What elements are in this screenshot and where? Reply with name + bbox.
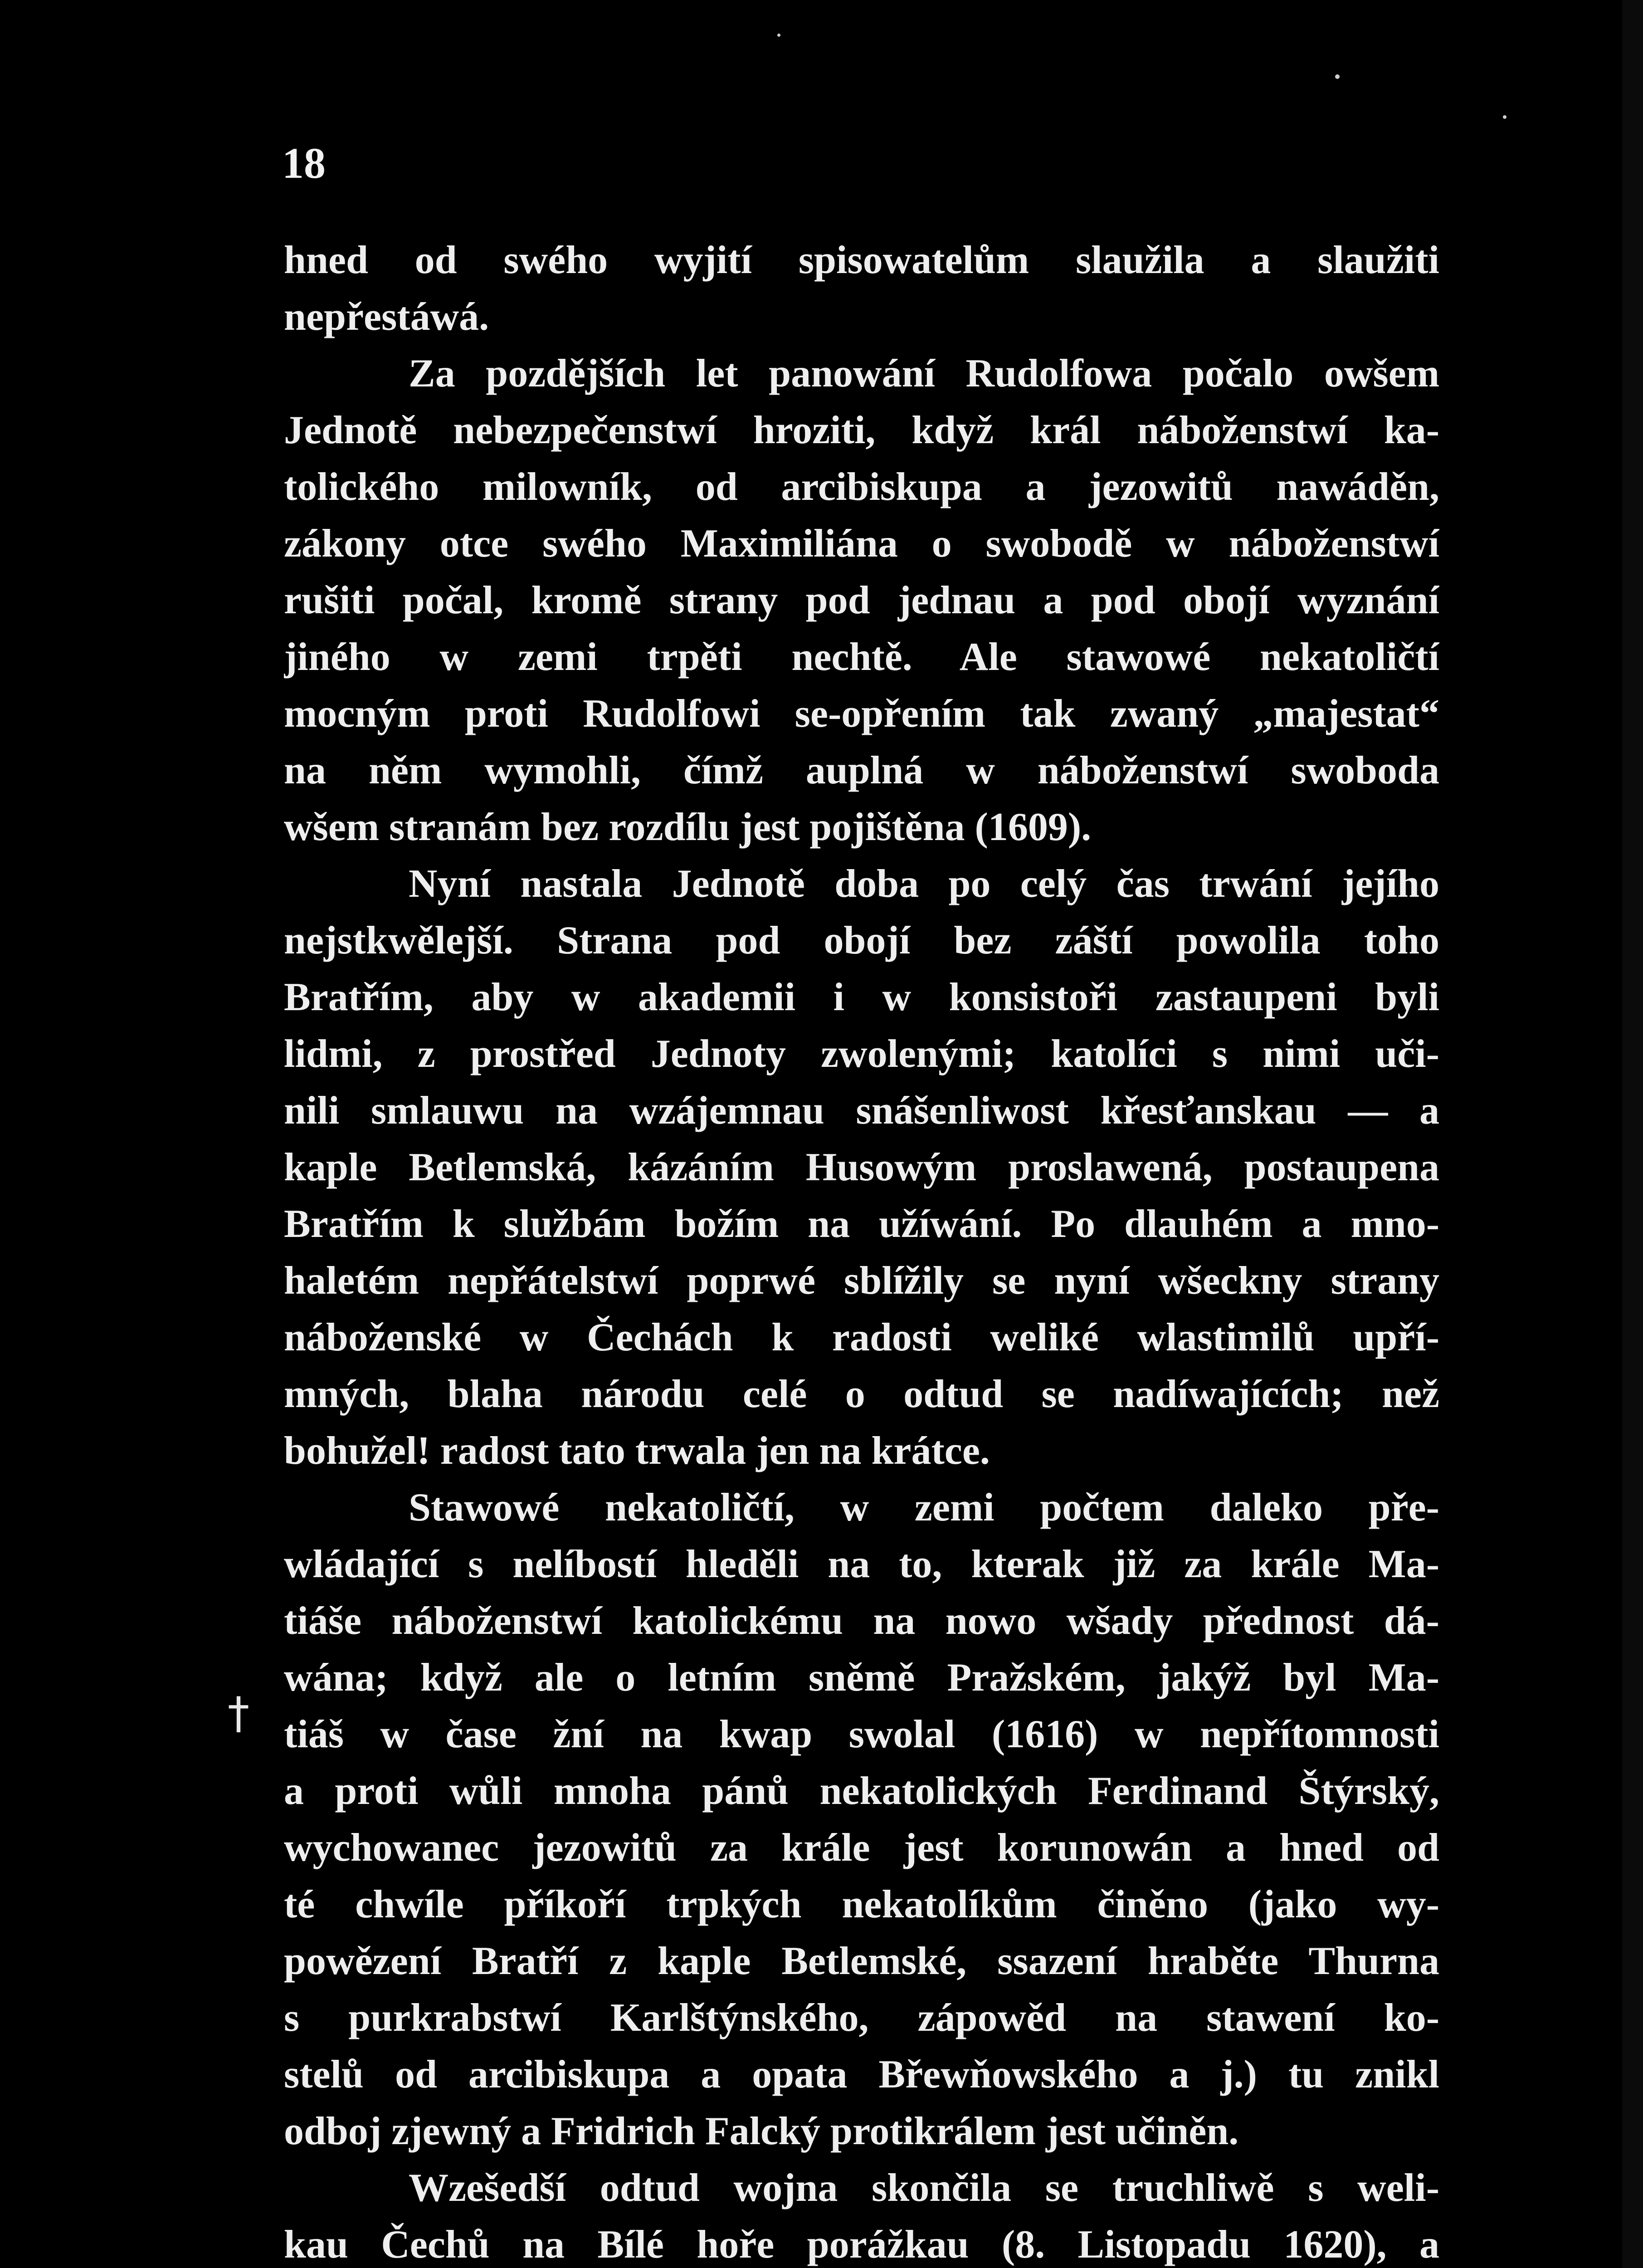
text-line: Bratřím, aby w akademii i w konsistoři zastaupeni byli (284, 975, 1439, 1019)
text-line: Stawowé nekatoličtí, w zemi počtem daleko pře- (409, 1486, 1439, 1530)
text-line: powězení Bratří z kaple Betlemské, ssazení hraběte Thurna (284, 1939, 1439, 1983)
text-line: tiáš w čase žní na kwap swolal (1616) w nepřítomnosti (284, 1712, 1439, 1756)
text-line: rušiti počal, kromě strany pod jednau a pod obojí wyznání (284, 578, 1439, 622)
page-edge-shadow (1622, 0, 1643, 2268)
text-line: zákony otce swého Maximiliána o swobodě w náboženstwí (284, 522, 1439, 566)
margin-dagger-mark: † (228, 1688, 249, 1739)
text-line: kaple Betlemská, kázáním Husowým proslawená, postaupena (284, 1145, 1439, 1189)
text-line: na něm wymohli, čímž auplná w náboženstwí swoboda (284, 748, 1439, 792)
text-line: s purkrabstwí Karlštýnského, zápowěd na stawení ko- (284, 1996, 1439, 2040)
page-number: 18 (282, 139, 326, 187)
book-page (6, 6, 1621, 2268)
text-line: wládající s nelíbostí hleděli na to, kterak již za krále Ma- (284, 1542, 1439, 1586)
text-line: nejstkwělejší. Strana pod obojí bez záští powolila toho (284, 919, 1439, 963)
text-line: mocným proti Rudolfowi se-opřením tak zwaný „majestat“ (284, 692, 1439, 736)
text-line: Jednotě nebezpečenstwí hroziti, když král náboženstwí ka- (284, 408, 1439, 452)
text-line: wšem stranám bez rozdílu jest pojištěna (1609). (284, 805, 1092, 849)
text-line: Za pozdějších let panowání Rudolfowa počalo owšem (409, 352, 1439, 396)
text-line: náboženské w Čechách k radosti weliké wlastimilů upří- (284, 1315, 1439, 1359)
text-line: nepřestáwá. (284, 295, 489, 339)
text-line: té chwíle příkoří trpkých nekatolíkům činěno (jako wy- (284, 1882, 1439, 1926)
text-line: odboj zjewný a Fridrich Falcký protikrálem jest učiněn. (284, 2109, 1239, 2153)
text-line: Bratřím k službám božím na užíwání. Po dlauhém a mno- (284, 1202, 1439, 1246)
text-line: Nyní nastala Jednotě doba po celý čas trwání jejího (409, 862, 1439, 906)
scan-speck (777, 34, 780, 37)
text-line: kau Čechů na Bílé hoře porážkau (8. Listopadu 1620), a (284, 2223, 1439, 2267)
text-line: jiného w zemi trpěti nechtě. Ale stawowé nekatoličtí (284, 635, 1439, 679)
text-line: stelů od arcibiskupa a opata Břewňowského a j.) tu znikl (284, 2053, 1439, 2097)
text-line: nili smlauwu na wzájemnau snášenliwost křesťanskau — a (284, 1089, 1439, 1133)
text-line: wychowanec jezowitů za krále jest korunowán a hned od (284, 1826, 1439, 1870)
scan-speck (1335, 74, 1340, 79)
text-line: lidmi, z prostřed Jednoty zwolenými; katolíci s nimi uči- (284, 1032, 1439, 1076)
text-line: wána; když ale o letním sněmě Pražském, jakýž byl Ma- (284, 1656, 1439, 1700)
text-line: hned od swého wyjití spisowatelům slaužila a slaužiti (284, 238, 1439, 282)
text-line: haletém nepřátelstwí poprwé sblížily se nyní wšeckny strany (284, 1259, 1439, 1303)
text-line: mných, blaha národu celé o odtud se nadíwajících; než (284, 1372, 1439, 1416)
text-line: a proti wůli mnoha pánů nekatolických Ferdinand Štýrský, (284, 1769, 1439, 1813)
text-line: Wzešedší odtud wojna skončila se truchliwě s weli- (409, 2166, 1439, 2210)
text-line: tolického milowník, od arcibiskupa a jezowitů nawáděn, (284, 465, 1439, 509)
body-text (284, 232, 1439, 2268)
text-line: bohužel! radost tato trwala jen na krátce. (284, 1429, 990, 1473)
text-line: tiáše náboženstwí katolickému na nowo wšady přednost dá- (284, 1599, 1439, 1643)
scan-speck (1503, 115, 1506, 119)
